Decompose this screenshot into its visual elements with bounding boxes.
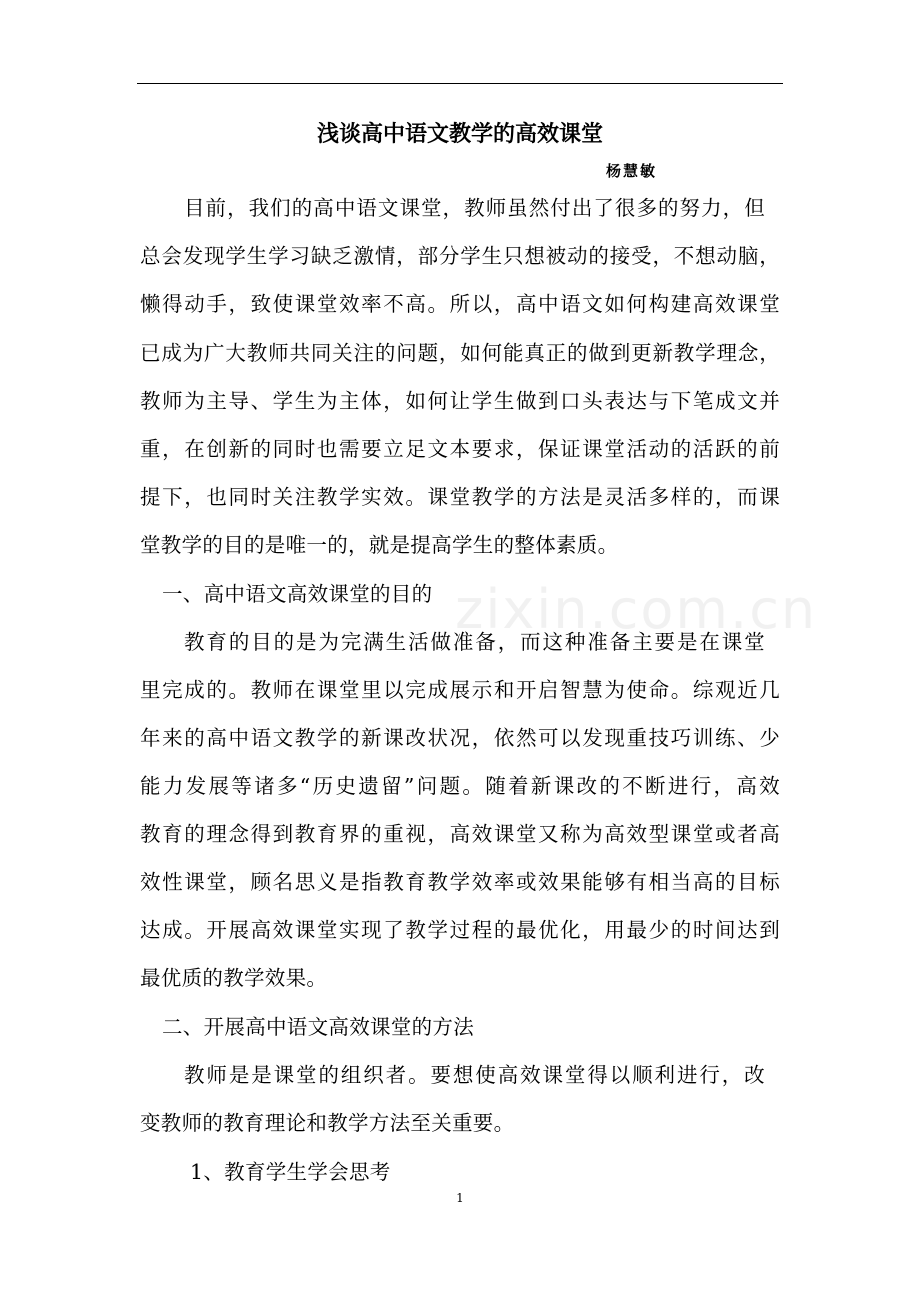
section-heading: 二、开展高中语文高效课堂的方法 [162, 1015, 474, 1039]
watermark: zixin.com.cn [455, 578, 818, 641]
subsection-heading: 1、教育学生学会思考 [190, 1160, 391, 1184]
body-line: 变教师的教育理论和教学方法至关重要。 [140, 1111, 515, 1135]
body-line: 里完成的。教师在课堂里以完成展示和开启智慧为使命。综观近几 [140, 678, 780, 702]
body-line: 目前，我们的高中语文课堂，教师虽然付出了很多的努力，但 [184, 196, 765, 220]
body-line: 懒得动手，致使课堂效率不高。所以，高中语文如何构建高效课堂 [140, 292, 780, 316]
body-line: 能力发展等诸多“历史遗留”问题。随着新课改的不断进行，高效 [140, 774, 780, 798]
body-line: 教育的理念得到教育界的重视，高效课堂又称为高效型课堂或者高 [140, 822, 780, 846]
body-line: 教育的目的是为完满生活做准备，而这种准备主要是在课堂 [184, 630, 765, 654]
body-line: 效性课堂，顾名思义是指教育教学效率或效果能够有相当高的目标 [140, 870, 780, 894]
body-line: 教师是是课堂的组织者。要想使高效课堂得以顺利进行，改 [184, 1063, 765, 1087]
body-line: 堂教学的目的是唯一的，就是提高学生的整体素质。 [140, 533, 619, 557]
body-line: 重，在创新的同时也需要立足文本要求，保证课堂活动的活跃的前 [140, 437, 780, 461]
body-line: 已成为广大教师共同关注的问题，如何能真正的做到更新教学理念， [140, 341, 780, 365]
header-rule [137, 83, 783, 84]
body-line: 提下，也同时关注教学实效。课堂教学的方法是灵活多样的，而课 [140, 485, 780, 509]
body-line: 教师为主导、学生为主体，如何让学生做到口头表达与下笔成文并 [140, 389, 780, 413]
body-line: 最优质的教学效果。 [140, 966, 328, 990]
author-name: 杨慧敏 [606, 162, 658, 180]
body-line: 总会发现学生学习缺乏激情，部分学生只想被动的接受，不想动脑， [140, 244, 780, 268]
page-number: 1 [456, 1191, 464, 1205]
section-heading: 一、高中语文高效课堂的目的 [162, 582, 433, 606]
body-line: 达成。开展高效课堂实现了教学过程的最优化，用最少的时间达到 [140, 918, 780, 942]
document-title: 浅谈高中语文教学的高效课堂 [316, 122, 603, 147]
body-line: 年来的高中语文教学的新课改状况，依然可以发现重技巧训练、少 [140, 726, 780, 750]
